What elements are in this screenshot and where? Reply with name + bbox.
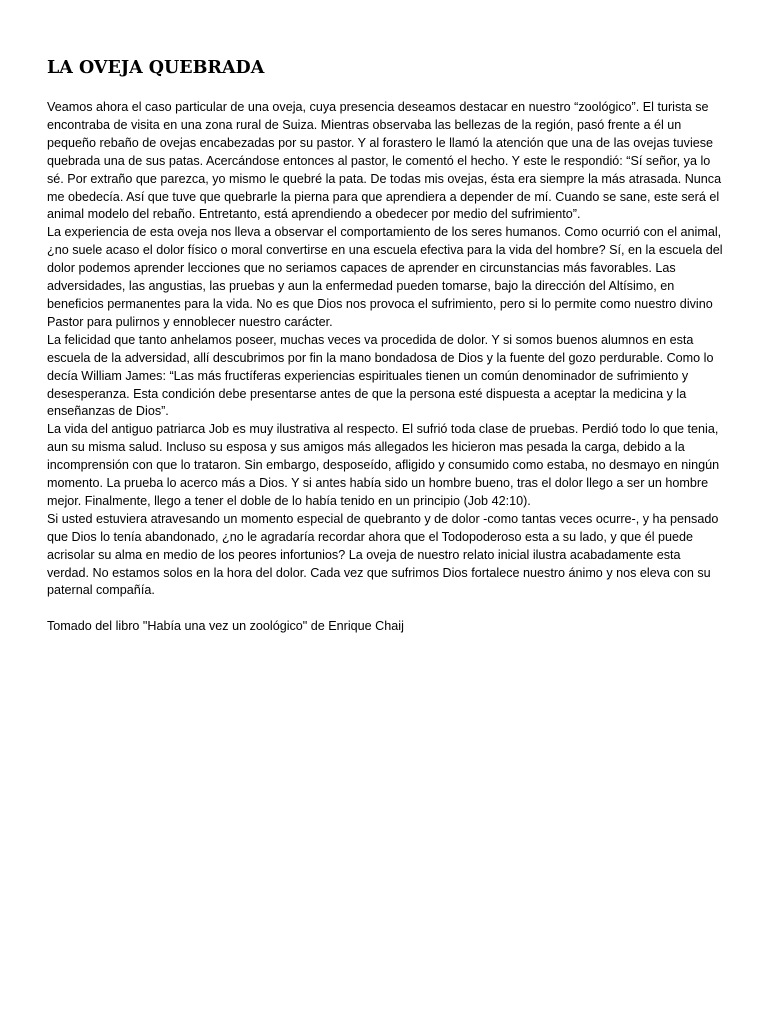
document-page bbox=[47, 58, 723, 636]
document-title: LA OVEJA QUEBRADA bbox=[47, 58, 265, 78]
paragraph-job: La vida del antiguo patriarca Job es muy ilustrativa al respecto. El sufrió toda clase de pruebas. Perdió todo lo que tenia, aun su misma salud. Incluso su esposa y sus amigos más allegados les hicieron mas pesada la carga, debido a la incomprensión con que lo trataron. Sin embargo, desposeído, afligido y consumido como estaba, no desmayo en ningún momento. La prueba lo acerco más a Dios. Y si antes había sido un hombre bueno, tras el dolor llego a ser un hombre mejor. Finalmente, llego a tener el doble de lo había tenido en un principio (Job 42:10). bbox=[47, 422, 720, 508]
paragraph-sheep-story: Veamos ahora el caso particular de una oveja, cuya presencia deseamos destacar en nuestro “zoológico”. El turista se encontraba de visita en una zona rural de Suiza. Mientras observaba las bellezas de la región, pasó frente a él un pequeño rebaño de ovejas encabezadas por su pastor. Y al forastero le llamó la atención que una de las ovejas tuviese quebrada una de sus patas. Acercándose entonces al pastor, le comentó el hecho. Y este le respondió: “Sí señor, ya lo sé. Por extraño que parezca, yo mismo le quebré la pata. De todas mis ovejas, ésta era siempre la más atrasada. Nunca me obedecía. Así que tuve que quebrarle la pierna para que aprendiera a depender de mí. Cuando se sane, este será el animal modelo del rebaño. Entretanto, está aprendiendo a obedecer por medio del sufrimiento”. bbox=[47, 100, 722, 222]
paragraph-closing: Si usted estuviera atravesando un momento especial de quebranto y de dolor -como tantas veces ocurre-, y ha pensado que Dios lo tenía abandonado, ¿no le agradaría recordar ahora que el Todopoderoso esta a su lado, y que él puede acrisolar su alma en medio de los peores infortunios? La oveja de nuestro relato inicial ilustra acabadamente esta verdad. No estamos solos en la hora del dolor. Cada vez que sufrimos Dios fortalece nuestro ánimo y nos eleva con su paternal compañía. bbox=[47, 511, 719, 598]
paragraph-school-of-pain: La experiencia de esta oveja nos lleva a observar el comportamiento de los seres humanos. Como ocurrió con el animal, ¿no suele acaso el dolor físico o moral convertirse en una escuela efectiva para la vida del hombre? Sí, en la escuela del dolor podemos aprender lecciones que no seriamos capaces de aprender en circunstancias más favorables. Las adversidades, las angustias, las pruebas y aun la enfermedad pueden tomarse, bajo la dirección del Altísimo, en beneficios permanentes para la vida. No es que Dios nos provoca el sufrimiento, pero si lo permite como nuestro divino Pastor para pulirnos y ennoblecer nuestro carácter. bbox=[47, 225, 723, 329]
document-body bbox=[47, 99, 723, 600]
source-citation: Tomado del libro "Había una vez un zoológico" de Enrique Chaij bbox=[47, 619, 404, 634]
paragraph-happiness: La felicidad que tanto anhelamos poseer, muchas veces va procedida de dolor. Y si somos buenos alumnos en esta escuela de la adversidad, allí descubrimos por fin la mano bondadosa de Dios y la fuente del gozo perdurable. Como lo decía William James: “Las más fructíferas experiencias espirituales tienen un común denominador de sufrimiento y desesperanza. Esta condición debe presentarse antes de que la persona esté dispuesta a aceptar la medicina y la enseñanzas de Dios”. bbox=[47, 332, 714, 419]
